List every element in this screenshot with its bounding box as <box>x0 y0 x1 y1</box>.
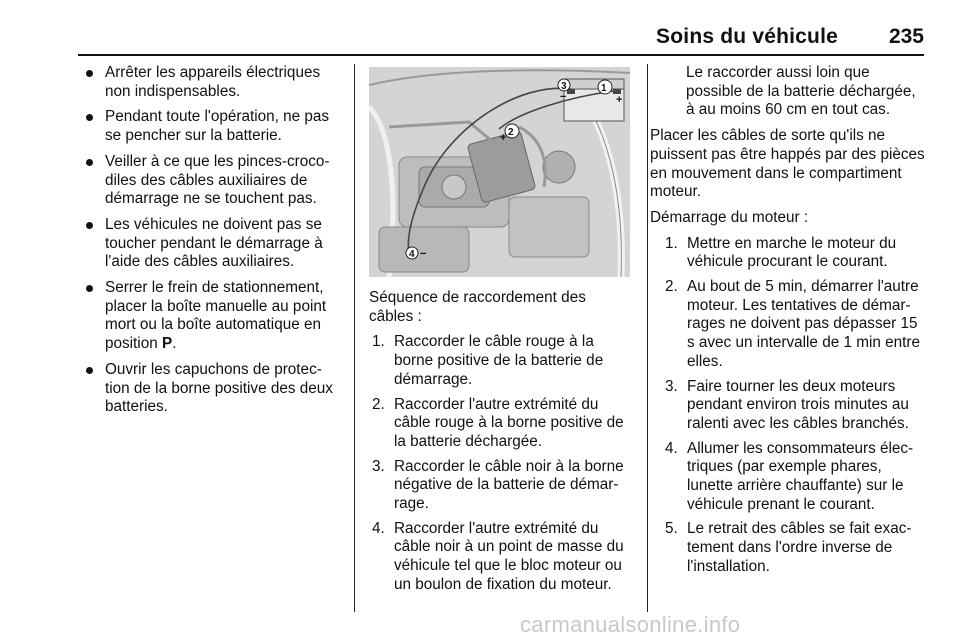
callout-4: 4 <box>409 249 415 260</box>
list-item: Les véhicules ne doivent pas se toucher pendant le démarrage à l'aide des câbles auxiliaires. <box>84 216 342 272</box>
bullet-icon <box>86 367 93 374</box>
list-item: 2. Au bout de 5 min, démarrer l'autre moteur. Les tentatives de démar-rages ne doivent pas dépasser 15 s avec un intervalle de 1 min entre elles. <box>665 278 920 370</box>
list-item: 3. Raccorder le câble noir à la borne négative de la batterie de démar-rage. <box>372 457 624 513</box>
list-item: 1. Raccorder le câble rouge à la borne positive de la batterie de démarrage. <box>372 333 604 388</box>
cable-placement-paragraph: Placer les câbles de sorte qu'ils ne puissent pas être happés par des pièces en mouvement dans le compartiment moteur. <box>650 127 925 201</box>
section-title: Soins du véhicule <box>656 25 838 48</box>
column-left <box>84 64 342 424</box>
starting-steps <box>662 235 928 577</box>
minus-sign-4: − <box>420 248 427 260</box>
bullet-icon <box>86 222 93 229</box>
step-continuation: Le raccorder aussi loin que possible de la batterie déchargée, à au moins 60 cm en tout cas. <box>686 64 916 119</box>
page-number: 235 <box>888 25 924 48</box>
plus-sign-1: + <box>616 94 623 106</box>
list-item: 4. Allumer les consommateurs élec-triques (par exemple phares, lunette arrière chauffante) sur le véhicule prenant le courant. <box>665 439 914 513</box>
column-middle <box>369 64 633 601</box>
list-item: Pendant toute l'opération, ne pas se pencher sur la batterie. <box>84 108 342 145</box>
bullet-icon <box>86 70 93 77</box>
list-item: Veiller à ce que les pinces-croco-diles des câbles auxiliaires de démarrage ne se touchent pas. <box>84 153 342 209</box>
list-item: Arrêter les appareils électriques non indispensables. <box>84 64 342 101</box>
list-item: 1. Mettre en marche le moteur du véhicule procurant le courant. <box>665 234 897 271</box>
callout-3: 3 <box>561 81 567 92</box>
sequence-intro: Séquence de raccordement des câbles : <box>369 289 586 325</box>
callout-1: 1 <box>601 83 607 94</box>
jump-start-illustration <box>369 67 630 277</box>
gear-position-letter: P <box>161 335 173 353</box>
engine-start-heading: Démarrage du moteur : <box>650 208 809 226</box>
column-divider <box>354 64 355 612</box>
bullet-icon <box>86 285 93 292</box>
bullet-icon <box>86 114 93 121</box>
minus-sign-3: − <box>560 91 567 103</box>
list-item: 5. Le retrait des câbles se fait exac-tement dans l'ordre inverse de l'installation. <box>665 520 912 575</box>
list-item: 3. Faire tourner les deux moteurs pendant environ trois minutes au ralenti avec les câbles branchés. <box>665 377 909 432</box>
callout-2: 2 <box>508 127 514 138</box>
watermark: carmanualsonline.info <box>520 612 741 637</box>
precautions-list <box>84 64 342 417</box>
column-divider <box>647 64 648 612</box>
bullet-icon <box>86 159 93 166</box>
plus-sign-2: + <box>500 132 507 144</box>
list-item: 4. Raccorder l'autre extrémité du câble noir à un point de masse du véhicule tel que le bloc moteur ou un boulon de fixation du moteur. <box>372 519 624 593</box>
list-item: 2. Raccorder l'autre extrémité du câble rouge à la borne positive de la batterie déchargée. <box>372 395 624 450</box>
connection-steps <box>369 333 633 594</box>
page-header <box>78 22 924 56</box>
list-item: Ouvrir les capuchons de protec-tion de la borne positive des deux batteries. <box>84 361 342 417</box>
list-item: Serrer le frein de stationnement, placer la boîte manuelle au point mort ou la boîte automatique en position P. <box>84 279 342 354</box>
column-right <box>650 64 928 583</box>
